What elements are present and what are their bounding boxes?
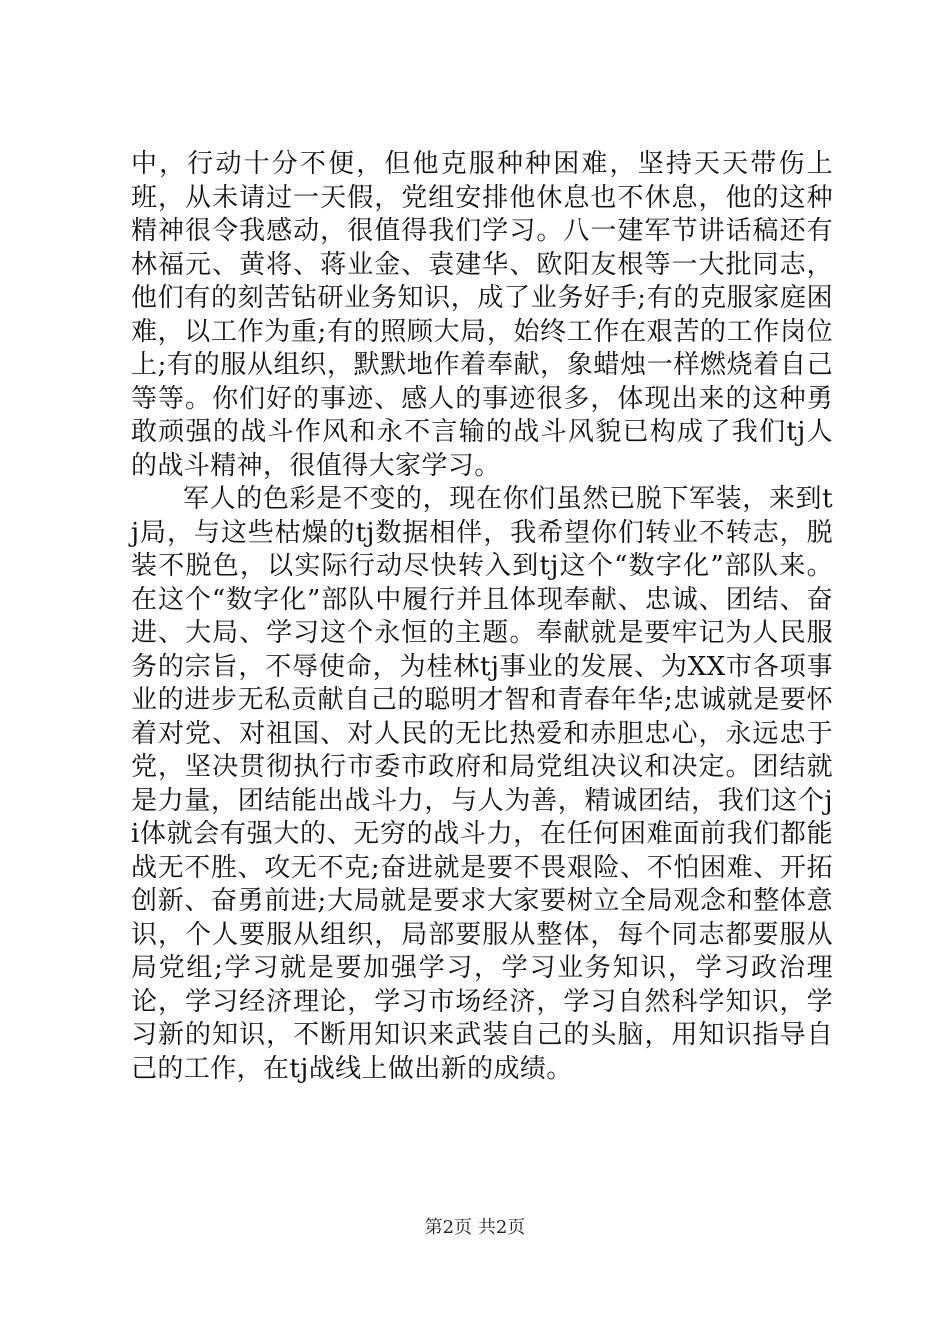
paragraph-1: 中，行动十分不便，但他克服种种困难，坚持天天带伤上班，从未请过一天假，党组安排他休息也不休息，他的这种精神很令我感动，很值得我们学习。八一建军节讲话稿还有林福元、黄将、蒋业金、袁建华、欧阳友根等一大批同志，他们有的刻苦钻研业务知识，成了业务好手;有的克服家庭困难，以工作为重;有的照顾大局，始终工作在艰苦的工作岗位上;有的服从组织，默默地作着奉献，象蜡烛一样燃烧着自己等等。你们好的事迹、感人的事迹很多，体现出来的这种勇敢顽强的战斗作风和永不言输的战斗风貌已构成了我们tj人的战斗精神，很值得大家学习。 xyxy=(131,149,833,481)
document-body xyxy=(131,148,833,1086)
paragraph-2: 军人的色彩是不变的，现在你们虽然已脱下军装，来到tj局，与这些枯燥的tj数据相伴，我希望你们转业不转志，脱装不脱色，以实际行动尽快转入到tj这个“数字化”部队来。在这个“数字化”部队中履行并且体现奉献、忠诚、团结、奋进、大局、学习这个永恒的主题。奉献就是要牢记为人民服务的宗旨，不辱使命，为桂林tj事业的发展、为XX市各项事业的进步无私贡献自己的聪明才智和青春年华;忠诚就是要怀着对党、对祖国、对人民的无比热爱和赤胆忠心，永远忠于党，坚决贯彻执行市委市政府和局党组决议和决定。团结就是力量，团结能出战斗力，与人为善，精诚团结，我们这个ji体就会有强大的、无穷的战斗力，在任何困难面前我们都能战无不胜、攻无不克;奋进就是要不畏艰险、不怕困难、开拓创新、奋勇前进;大局就是要求大家要树立全局观念和整体意识，个人要服从组织，局部要服从整体，每个同志都要服从局党组;学习就是要加强学习，学习业务知识，学习政治理论，学习经济理论，学习市场经济，学习自然科学知识，学习新的知识，不断用知识来武装自己的头脑，用知识指导自己的工作，在tj战线上做出新的成绩。 xyxy=(131,484,833,1084)
page-number-footer: 第2页 共2页 xyxy=(424,1217,526,1238)
